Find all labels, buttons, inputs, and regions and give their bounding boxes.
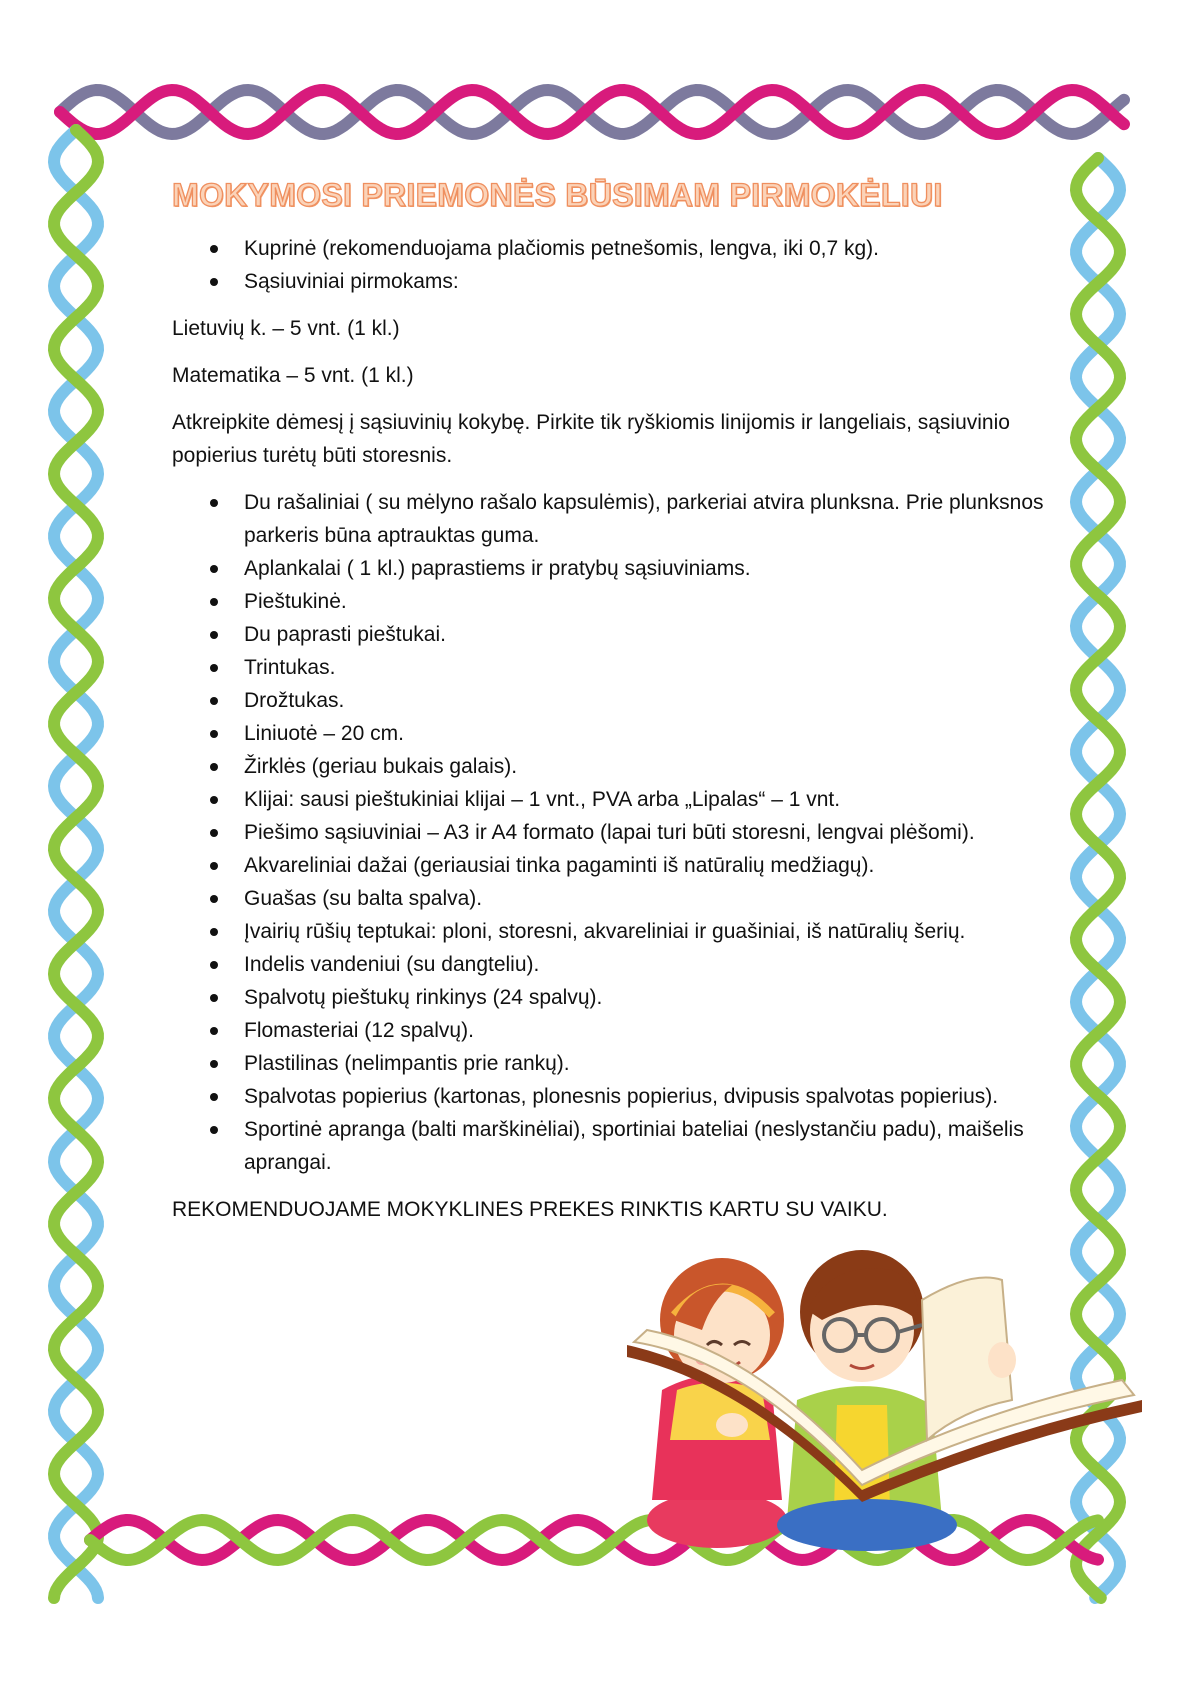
list-item: Du rašaliniai ( su mėlyno rašalo kapsulėmis), parkeriai atvira plunksna. Prie plunksnos parkeris būna aptrauktas guma.	[172, 486, 1092, 552]
list-item: Sportinė apranga (balti marškinėliai), sportiniai bateliai (neslystančiu padu), maišelis aprangai.	[172, 1113, 1092, 1179]
list-item: Guašas (su balta spalva).	[172, 882, 1092, 915]
list-item: Trintukas.	[172, 651, 1092, 684]
list-primary	[172, 232, 1092, 298]
children-reading-book-illustration	[622, 1240, 1182, 1560]
list-item: Pieštukinė.	[172, 585, 1092, 618]
document-body	[172, 176, 1092, 1226]
list-item: Žirklės (geriau bukais galais).	[172, 750, 1092, 783]
list-item: Indelis vandeniui (su dangteliu).	[172, 948, 1092, 981]
list-item: Sąsiuviniai pirmokams:	[172, 265, 1092, 298]
list-item: Įvairių rūšių teptukai: ploni, storesni, akvareliniai ir guašiniai, iš natūralių šerių.	[172, 915, 1092, 948]
list-item: Spalvotas popierius (kartonas, plonesnis popierius, dvipusis spalvotas popierius).	[172, 1080, 1092, 1113]
paragraph-notice: Atkreipkite dėmesį į sąsiuvinių kokybę. Pirkite tik ryškiomis linijomis ir langeliais, sąsiuvinio popierius turėtų būti storesnis.	[172, 411, 1010, 467]
list-item: Flomasteriai (12 spalvų).	[172, 1014, 1092, 1047]
list-item: Spalvotų pieštukų rinkinys (24 spalvų).	[172, 981, 1092, 1014]
list-item: Piešimo sąsiuviniai – A3 ir A4 formato (lapai turi būti storesni, lengvai plėšomi).	[172, 816, 1092, 849]
list-item: Kuprinė (rekomenduojama plačiomis petnešomis, lengva, iki 0,7 kg).	[172, 232, 1092, 265]
list-supplies	[172, 486, 1092, 1179]
list-item: Liniuotė – 20 cm.	[172, 717, 1092, 750]
list-item: Plastilinas (nelimpantis prie rankų).	[172, 1047, 1092, 1080]
list-item: Klijai: sausi pieštukiniai klijai – 1 vnt., PVA arba „Lipalas“ – 1 vnt.	[172, 783, 1092, 816]
list-item: Akvareliniai dažai (geriausiai tinka pagaminti iš natūralių medžiagų).	[172, 849, 1092, 882]
paragraph-lithuanian: Lietuvių k. – 5 vnt. (1 kl.)	[172, 317, 400, 340]
list-item: Du paprasti pieštukai.	[172, 618, 1092, 651]
list-item: Drožtukas.	[172, 684, 1092, 717]
list-item: Aplankalai ( 1 kl.) paprastiems ir pratybų sąsiuviniams.	[172, 552, 1092, 585]
paragraph-math: Matematika – 5 vnt. (1 kl.)	[172, 364, 414, 387]
closing-recommendation: REKOMENDUOJAME MOKYKLINES PREKES RINKTIS KARTU SU VAIKU.	[172, 1198, 888, 1221]
page-title: MOKYMOSI PRIEMONĖS BŪSIMAM PIRMOKĖLIUI	[172, 177, 943, 213]
